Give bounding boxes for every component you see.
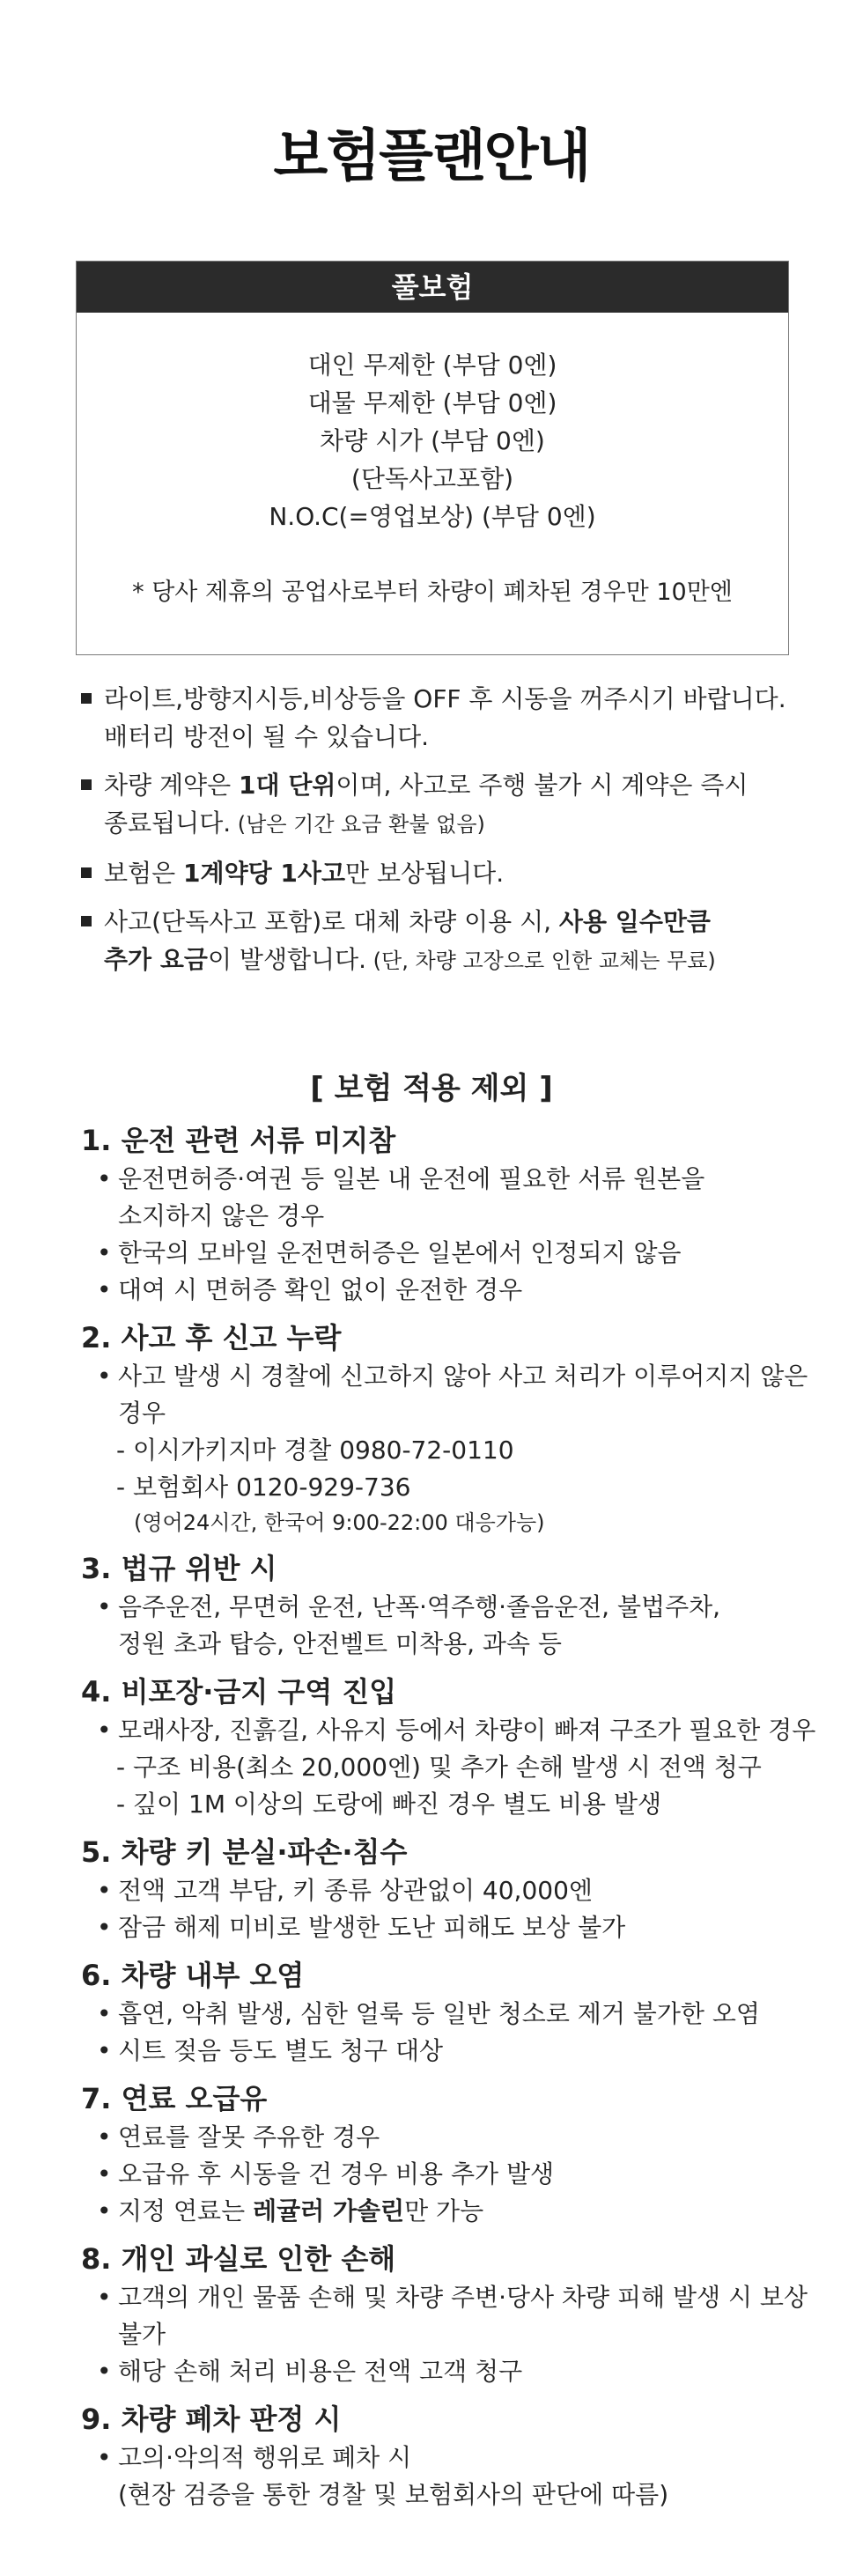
notice-text: 만 보상됩니다. bbox=[345, 859, 505, 888]
notice-emphasis: 추가 요금 bbox=[104, 945, 208, 974]
bullet-item: • 오급유 후 시동을 건 경우 비용 추가 발생 bbox=[81, 2156, 838, 2193]
fuel-type-emphasis: 레귤러 가솔린 bbox=[253, 2196, 405, 2225]
notice-item bbox=[79, 680, 837, 756]
plan-body bbox=[77, 313, 788, 611]
bullet-item: • 대여 시 면허증 확인 없이 운전한 경우 bbox=[81, 1272, 838, 1309]
section-heading: 2. 사고 후 신고 누락 bbox=[81, 1321, 342, 1354]
notice-item bbox=[79, 903, 837, 980]
police-contact: - 이시가키지마 경찰 0980-72-0110 bbox=[116, 1436, 514, 1465]
notice-text: 사고(단독사고 포함)로 대체 차량 이용 시, bbox=[104, 907, 559, 936]
plan-line-bodily: 대인 무제한 (부담 0엔) bbox=[307, 351, 557, 380]
section-heading: 6. 차량 내부 오염 bbox=[81, 1959, 305, 1992]
section-heading: 8. 개인 과실로 인한 손해 bbox=[81, 2242, 396, 2276]
exclusion-section bbox=[81, 1955, 838, 2070]
bullet-item: • 사고 발생 시 경찰에 신고하지 않아 사고 처리가 이루어지지 않은 경우 bbox=[81, 1358, 838, 1432]
section-heading: 9. 차량 폐차 판정 시 bbox=[81, 2403, 342, 2436]
bullet-item: • 한국의 모바일 운전면허증은 일본에서 인정되지 않음 bbox=[81, 1235, 838, 1272]
bullet-item: • 해당 손해 처리 비용은 전액 고객 청구 bbox=[81, 2353, 838, 2390]
bullet-item: • 고객의 개인 물품 손해 및 차량 주변·당사 차량 피해 발생 시 보상 불가 bbox=[81, 2279, 838, 2353]
section-heading: 7. 연료 오급유 bbox=[81, 2082, 268, 2115]
bullet-text: 만 가능 bbox=[404, 2196, 484, 2225]
plan-line-vehicle: 차량 시가 (부담 0엔) bbox=[320, 426, 545, 455]
exclusions-list bbox=[81, 1120, 838, 2522]
exclusion-section bbox=[81, 2239, 838, 2390]
notice-small: (단, 차량 고장으로 인한 교체는 무료) bbox=[366, 948, 716, 973]
insurance-plan-box bbox=[76, 261, 789, 655]
bullet-text: 지정 연료는 bbox=[118, 2196, 254, 2225]
bullet-item: • 운전면허증·여권 등 일본 내 운전에 필요한 서류 원본을 bbox=[81, 1161, 838, 1198]
exclusion-section bbox=[81, 1120, 838, 1309]
bullet-continuation: (현장 검증을 통한 경찰 및 보험회사의 판단에 따름) bbox=[118, 2480, 669, 2509]
bullet-item: • 잠금 해제 미비로 발생한 도난 피해도 보상 불가 bbox=[81, 1909, 838, 1946]
plan-note: * 당사 제휴의 공업사로부터 차량이 폐차된 경우만 10만엔 bbox=[132, 579, 733, 606]
bullet-item: • 시트 젖음 등도 별도 청구 대상 bbox=[81, 2033, 838, 2070]
exclusion-section bbox=[81, 1548, 838, 1663]
bullet-item: • 모래사장, 진흙길, 사유지 등에서 차량이 빠져 구조가 필요한 경우 bbox=[81, 1712, 838, 1749]
section-heading: 3. 법규 위반 시 bbox=[81, 1552, 277, 1585]
insurer-contact: - 보험회사 0120-929-736 bbox=[116, 1473, 411, 1502]
notice-text: 차량 계약은 bbox=[104, 771, 240, 800]
plan-header: 풀보험 bbox=[77, 262, 788, 313]
section-heading: 1. 운전 관련 서류 미지참 bbox=[81, 1124, 396, 1157]
bullet-item: • 전액 고객 부담, 키 종류 상관없이 40,000엔 bbox=[81, 1872, 838, 1909]
notice-text: 라이트,방향지시등,비상등을 OFF 후 시동을 꺼주시기 바랍니다. bbox=[104, 684, 786, 713]
exclusion-section bbox=[81, 1672, 838, 1823]
notice-text: 보험은 bbox=[104, 859, 184, 888]
notice-small: (남은 기간 요금 환불 없음) bbox=[231, 812, 485, 837]
exclusion-section bbox=[81, 2399, 838, 2513]
plan-line-noc: N.O.C(=영업보상) (부담 0엔) bbox=[269, 502, 596, 531]
bullet-item: • 음주운전, 무면허 운전, 난폭·역주행·졸음운전, 불법주차, bbox=[81, 1589, 838, 1626]
section-heading: 4. 비포장·금지 구역 진입 bbox=[81, 1675, 397, 1709]
sub-item: - 구조 비용(최소 20,000엔) 및 추가 손해 발생 시 전액 청구 bbox=[116, 1753, 762, 1782]
bullet-continuation: 소지하지 않은 경우 bbox=[118, 1201, 325, 1230]
notice-text: 종료됩니다. bbox=[104, 808, 232, 838]
bullet-continuation: 정원 초과 탑승, 안전벨트 미착용, 과속 등 bbox=[118, 1629, 562, 1658]
plan-line-property: 대물 무제한 (부담 0엔) bbox=[307, 388, 557, 417]
notice-text: 이 발생합니다. bbox=[207, 945, 367, 974]
notice-list bbox=[79, 680, 837, 991]
notice-emphasis: 1대 단위 bbox=[239, 771, 336, 800]
notice-text: 배터리 방전이 될 수 있습니다. bbox=[104, 722, 430, 751]
notice-text: 이며, 사고로 주행 불가 시 계약은 즉시 bbox=[336, 771, 749, 800]
exclusions-title: [ 보험 적용 제외 ] bbox=[310, 1071, 553, 1106]
exclusion-section bbox=[81, 1832, 838, 1946]
sub-item: - 깊이 1M 이상의 도랑에 빠진 경우 별도 비용 발생 bbox=[116, 1790, 662, 1819]
bullet-item: • 연료를 잘못 주유한 경우 bbox=[81, 2119, 838, 2156]
bullet-item: • 흡연, 악취 발생, 심한 얼룩 등 일반 청소로 제거 불가한 오염 bbox=[81, 1996, 838, 2033]
exclusion-section bbox=[81, 1318, 838, 1539]
bullet-item bbox=[81, 2193, 838, 2230]
page-title: 보험플랜안내 bbox=[273, 124, 590, 189]
notice-item bbox=[79, 766, 837, 844]
bullet-item: • 고의·악의적 행위로 폐차 시 bbox=[81, 2439, 838, 2476]
notice-emphasis: 사용 일수만큼 bbox=[558, 907, 711, 936]
section-heading: 5. 차량 키 분실·파손·침수 bbox=[81, 1835, 408, 1869]
plan-line-single-accident: (단독사고포함) bbox=[350, 464, 514, 493]
exclusion-section bbox=[81, 2078, 838, 2230]
notice-emphasis: 1계약당 1사고 bbox=[183, 859, 346, 888]
support-hours: (영어24시간, 한국어 9:00-22:00 대응가능) bbox=[134, 1510, 545, 1535]
notice-item bbox=[79, 854, 837, 892]
